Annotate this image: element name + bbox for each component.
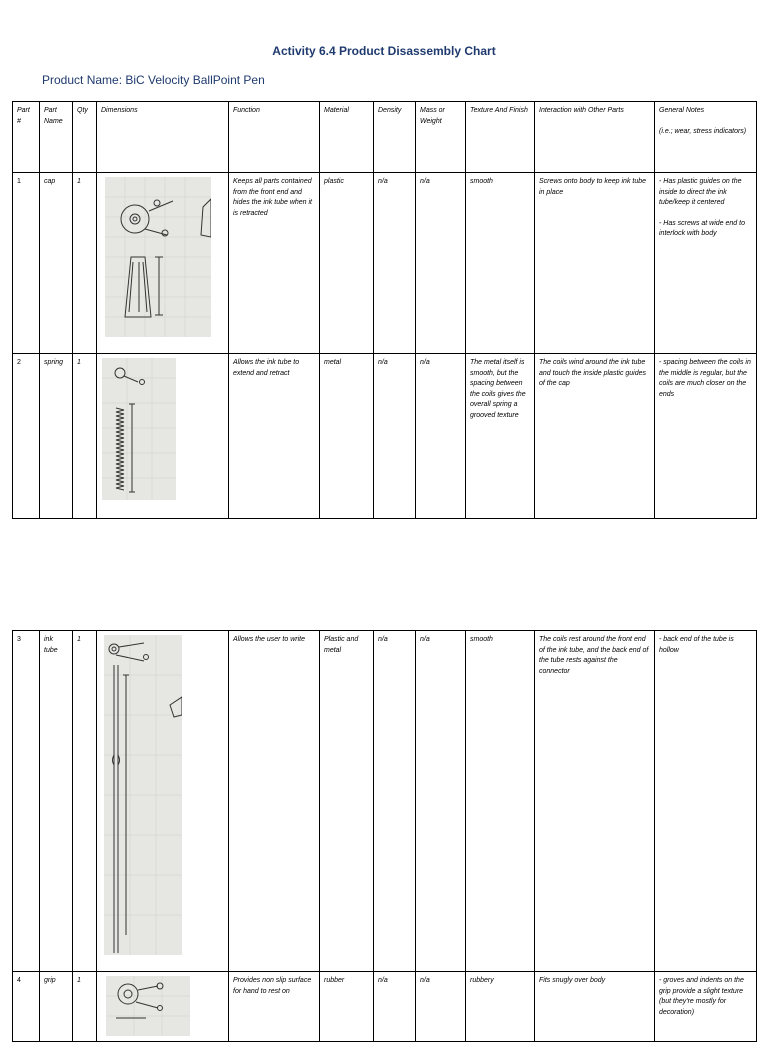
- function-cell: Allows the ink tube to extend and retract: [229, 354, 320, 519]
- note-line: - back end of the tube is hollow: [659, 636, 734, 654]
- mass-cell: n/a: [416, 354, 466, 519]
- table-row: [13, 972, 757, 1042]
- mass-cell: n/a: [416, 173, 466, 354]
- texture-cell: smooth: [466, 631, 535, 972]
- texture-cell: rubbery: [466, 972, 535, 1042]
- document-title: Activity 6.4 Product Disassembly Chart: [272, 44, 496, 58]
- part-number: 4: [13, 972, 40, 1042]
- disassembly-table-page-1: [12, 101, 757, 519]
- note-line: - Has screws at wide end to interlock with body: [659, 219, 745, 237]
- material-cell: metal: [320, 354, 374, 519]
- table-row: [13, 173, 757, 354]
- header-mass: Mass or Weight: [416, 102, 466, 173]
- dimensions-cell: [97, 354, 229, 519]
- function-cell: Allows the user to write: [229, 631, 320, 972]
- density-cell: n/a: [374, 173, 416, 354]
- table-row: [13, 631, 757, 972]
- interaction-cell: Screws onto body to keep ink tube in place: [535, 173, 655, 354]
- header-function: Function: [229, 102, 320, 173]
- interaction-cell: The coils rest around the front end of the ink tube, and the back end of the tube rests against the connector: [535, 631, 655, 972]
- header-notes-sub: (i.e.; wear, stress indicators): [659, 127, 747, 135]
- notes-cell: [655, 173, 757, 354]
- part-name: ink tube: [40, 631, 73, 972]
- notes-cell: [655, 354, 757, 519]
- part-qty: 1: [73, 972, 97, 1042]
- grip-sketch-image: [106, 976, 190, 1036]
- mass-cell: n/a: [416, 972, 466, 1042]
- table-header-row: [13, 102, 757, 173]
- part-qty: 1: [73, 354, 97, 519]
- disassembly-table-page-2: [12, 630, 757, 1042]
- product-name: Product Name: BiC Velocity BallPoint Pen: [42, 73, 265, 87]
- header-texture: Texture And Finish: [466, 102, 535, 173]
- note-line: - Has plastic guides on the inside to direct the ink tube/keep it centered: [659, 178, 742, 206]
- header-general-notes: [655, 102, 757, 173]
- material-cell: plastic: [320, 173, 374, 354]
- function-cell: Provides non slip surface for hand to rest on: [229, 972, 320, 1042]
- function-cell: Keeps all parts contained from the front end and hides the ink tube when it is retracted: [229, 173, 320, 354]
- part-name: cap: [40, 173, 73, 354]
- header-density: Density: [374, 102, 416, 173]
- note-line: - groves and indents on the grip provide a slight texture (but they're mostly for decoration): [659, 977, 744, 1016]
- header-part-name: Part Name: [40, 102, 73, 173]
- header-material: Material: [320, 102, 374, 173]
- density-cell: n/a: [374, 972, 416, 1042]
- part-qty: 1: [73, 631, 97, 972]
- notes-cell: [655, 972, 757, 1042]
- header-dimensions: Dimensions: [97, 102, 229, 173]
- mass-cell: n/a: [416, 631, 466, 972]
- dimensions-cell: [97, 173, 229, 354]
- part-number: 2: [13, 354, 40, 519]
- notes-cell: [655, 631, 757, 972]
- part-number: 1: [13, 173, 40, 354]
- interaction-cell: Fits snugly over body: [535, 972, 655, 1042]
- cap-sketch-image: [105, 177, 211, 337]
- header-interaction: Interaction with Other Parts: [535, 102, 655, 173]
- header-qty: Qty: [73, 102, 97, 173]
- table-row: [13, 354, 757, 519]
- dimensions-cell: [97, 972, 229, 1042]
- header-part-no: Part #: [13, 102, 40, 173]
- spring-sketch-image: [102, 358, 176, 500]
- dimensions-cell: [97, 631, 229, 972]
- part-name: grip: [40, 972, 73, 1042]
- part-qty: 1: [73, 173, 97, 354]
- part-name: spring: [40, 354, 73, 519]
- interaction-cell: The coils wind around the ink tube and touch the inside plastic guides of the cap: [535, 354, 655, 519]
- texture-cell: smooth: [466, 173, 535, 354]
- density-cell: n/a: [374, 354, 416, 519]
- material-cell: rubber: [320, 972, 374, 1042]
- material-cell: Plastic and metal: [320, 631, 374, 972]
- density-cell: n/a: [374, 631, 416, 972]
- note-line: - spacing between the coils in the middle is regular, but the coils are much closer on the ends: [659, 359, 751, 398]
- header-notes-label: General Notes: [659, 107, 705, 114]
- ink-tube-sketch-image: [104, 635, 182, 955]
- texture-cell: The metal itself is smooth, but the spacing between the coils gives the overall spring a grooved texture: [466, 354, 535, 519]
- part-number: 3: [13, 631, 40, 972]
